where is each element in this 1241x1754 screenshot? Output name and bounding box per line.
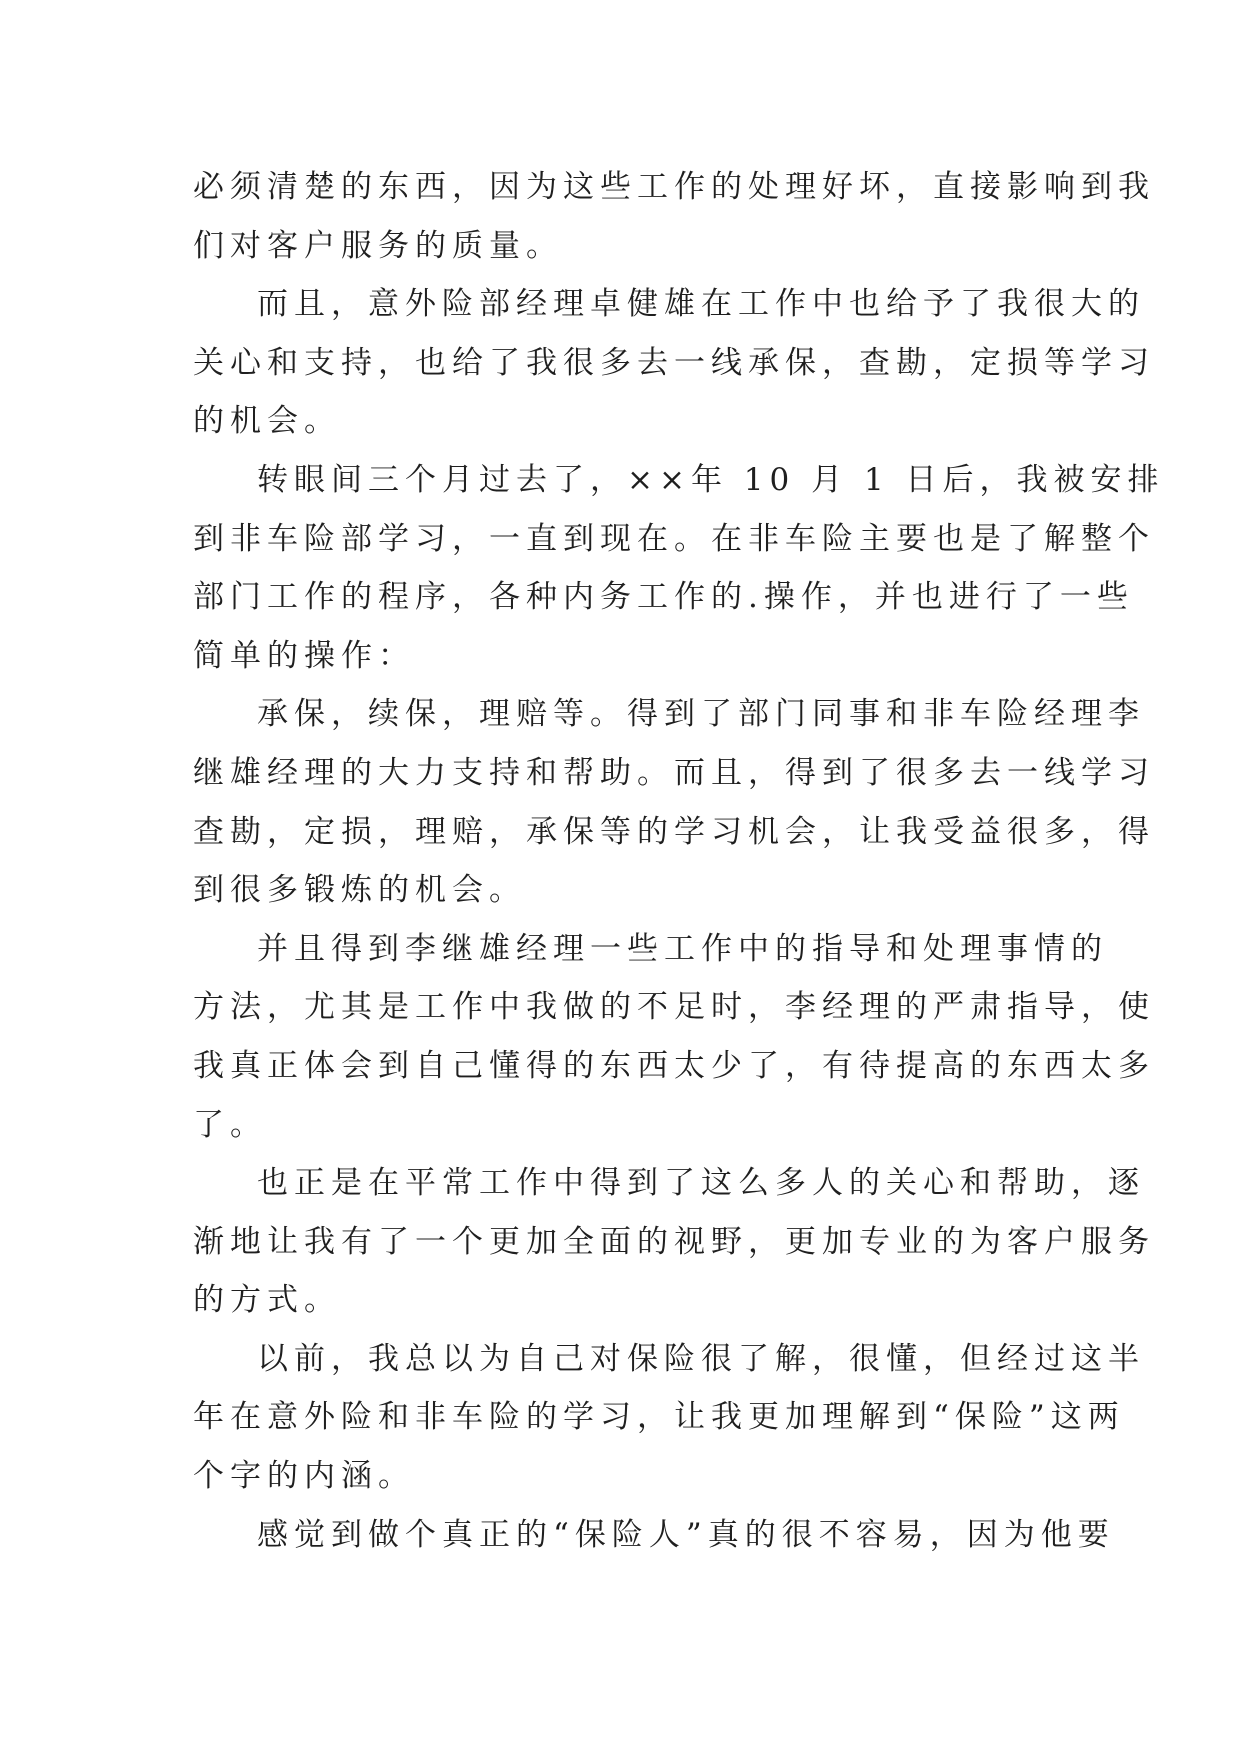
text-line: 的机会。: [193, 403, 341, 440]
text-line: 到非车险部学习，一直到现在。在非车险主要也是了解整个: [193, 520, 1155, 557]
text-line: 部门工作的程序，各种内务工作的.操作，并也进行了一些: [193, 579, 1134, 616]
text-line: 查勘，定损，理赔，承保等的学习机会，让我受益很多，得: [193, 813, 1155, 850]
text-line: 必须清楚的东西，因为这些工作的处理好坏，直接影响到我: [193, 169, 1155, 205]
text-line: 方法，尤其是工作中我做的不足时，李经理的严肃指导，使: [193, 989, 1155, 1026]
text-line: 关心和支持，也给了我很多去一线承保，查勘，定损等学习: [193, 344, 1155, 381]
body-text: [193, 158, 1165, 1564]
text-line: 以前，我总以为自己对保险很了解，很懂，但经过这半: [257, 1340, 1145, 1377]
text-line: 转眼间三个月过去了，××年 10 月 1 日后，我被安排: [257, 461, 1165, 498]
text-line: 并且得到李继雄经理一些工作中的指导和处理事情的: [257, 930, 1108, 967]
text-line: 到很多锻炼的机会。: [193, 872, 526, 909]
text-line: 简单的操作：: [193, 637, 415, 674]
text-line: 们对客户服务的质量。: [193, 227, 563, 264]
text-line: 了。: [193, 1106, 267, 1143]
text-line: 而且，意外险部经理卓健雄在工作中也给予了我很大的: [257, 286, 1145, 323]
text-line: 继雄经理的大力支持和帮助。而且，得到了很多去一线学习: [193, 754, 1155, 791]
text-line: 的方式。: [193, 1282, 341, 1319]
text-line: 承保，续保，理赔等。得到了部门同事和非车险经理李: [257, 696, 1145, 733]
text-line: 感觉到做个真正的“保险人”真的很不容易，因为他要: [257, 1516, 1115, 1553]
text-line: 年在意外险和非车险的学习，让我更加理解到“保险”这两: [193, 1399, 1125, 1436]
text-line: 也正是在平常工作中得到了这么多人的关心和帮助，逐: [257, 1165, 1145, 1202]
text-line: 渐地让我有了一个更加全面的视野，更加专业的为客户服务: [193, 1223, 1155, 1260]
text-line: 我真正体会到自己懂得的东西太少了，有待提高的东西太多: [193, 1047, 1155, 1084]
text-line: 个字的内涵。: [193, 1458, 415, 1495]
